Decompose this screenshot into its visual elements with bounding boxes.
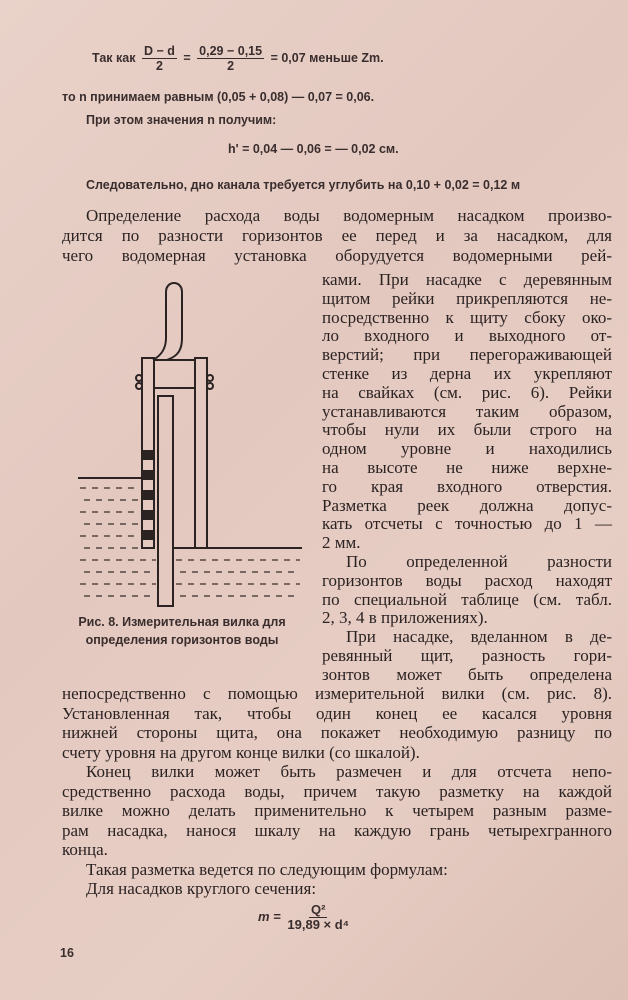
text-line: Определение расхода воды водомерным насадком произво- [86,206,612,225]
text-line: средственно расхода воды, причем такую разметку на каждой [62,781,612,801]
text-line: По определенной разности [346,552,612,571]
text-line: непосредственно с помощью измерительной вилки (см. рис. 8). [62,684,612,703]
figure-caption-line-1: Рис. 8. Измерительная вилка для [78,615,286,629]
formula-conclusion: Следовательно, дно канала требуется углубить на 0,10 + 0,02 = 0,12 м [86,178,521,192]
text-line: на свайках (см. рис. 6). Рейки [322,382,612,402]
text-line: устанавливаются таким образом, [322,401,612,421]
formula-text: = 0,07 меньше Zm. [270,50,384,65]
text-line: Установленная так, чтобы один конец ее касался уровня [62,703,612,723]
text-line: конца. [62,840,108,859]
formula-lhs: m = [258,908,281,924]
scale-marks [143,450,153,540]
text-line: горизонтов воды расход находят [322,570,612,590]
text-line: Конец вилки может быть размечен и для отсчета непо- [86,762,612,781]
text-line: ло входного и выходного от- [322,326,612,346]
text-line: 2 мм. [322,533,361,553]
text-line: Такая разметка ведется по следующим формулам: [86,859,448,879]
text-line: вилке можно делать применительно к четырем разным разме- [62,801,612,820]
formula-so-as [92,44,384,73]
text-line: щитом рейки прикрепляются не- [322,288,612,308]
fork-right-leg [195,358,207,548]
text-line: ревянный щит, разность гори- [322,646,612,665]
numerator: 0,29 − 0,15 [199,44,263,58]
text-line: Разметка реек должна допус- [322,495,612,515]
measuring-fork-figure [70,278,310,608]
formula-text: Так как [92,50,136,65]
text-line: чего водомерная установка оборудуется водомерными рей- [62,246,612,265]
formula-round-section [258,903,352,932]
text-line: одном уровне и находились [322,439,612,459]
equals: = [183,50,191,65]
fraction-values [197,44,264,73]
page-number: 16 [60,946,74,960]
numerator: Q² [311,902,326,917]
text-line: ками. При насадке с деревянным [322,270,612,289]
text-line: верстий; при перегораживающей [322,345,612,365]
inner-rod [158,396,173,606]
text-line: Для насадков круглого сечения: [86,879,317,898]
formula-h: h' = 0,04 — 0,06 = — 0,02 см. [228,142,399,156]
text-line: го края входного отверстия. [322,476,612,496]
fork-handle [153,283,182,360]
denominator: 19,89 × d⁴ [287,917,350,932]
text-line: кать отсчеты с точностью до 1 — [322,514,612,534]
text-line: стенке из дерна их укрепляют [322,364,612,383]
text-line: дится по разности горизонтов ее перед и за насадком, для [62,226,612,245]
formula-n: то n принимаем равным (0,05 + 0,08) — 0,07 = 0,06. [62,90,375,104]
text-line: зонтов может быть определена [322,664,612,684]
numerator: D − d [143,44,175,58]
fraction-m [287,903,349,932]
water-hatching [80,488,300,596]
text-line: на высоте не ниже верхне- [322,458,612,477]
text-line: 2, 3, 4 в приложениях). [322,608,488,628]
denominator: 2 [155,59,163,73]
text-line: При насадке, вделанном в де- [346,627,612,647]
figure-caption-line-2: определения горизонтов воды [85,633,279,647]
fraction-d [142,44,177,73]
text-line: посредственно к щиту сбоку око- [322,307,612,327]
text-line: счету уровня на другом конце вилки (со шкалой). [62,742,420,762]
text-line: рам насадка, нанося шкалу на каждую грань четырехгранного [62,820,612,840]
text-line: по специальной таблице (см. табл. [322,589,612,609]
text-line: чтобы нули их были строго на [322,420,612,440]
formula-intro: При этом значения n получим: [86,113,277,127]
text-line: нижней стороны щита, она покажет необходимую разницу по [62,723,612,742]
denominator: 2 [227,59,235,73]
